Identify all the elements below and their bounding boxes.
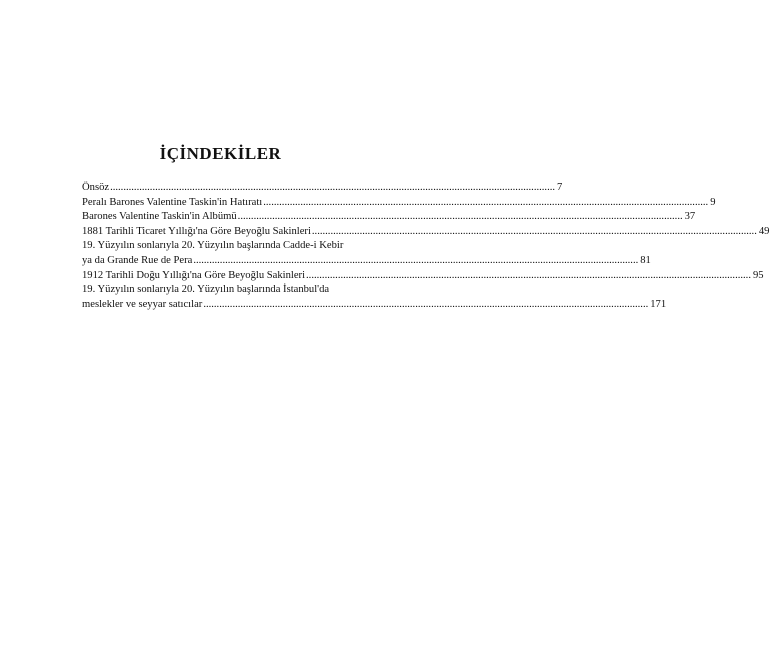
dot-leader: ........................................................................................................................................................................ — [193, 254, 639, 266]
toc-row — [82, 269, 764, 284]
toc-page-number: 7 — [557, 182, 563, 193]
toc-entry — [82, 269, 764, 284]
toc-entry — [82, 210, 696, 225]
toc-entry-title: 1881 Tarihli Ticaret Yıllığı'na Göre Beyoğlu Sakinleri — [82, 225, 311, 237]
dot-leader: ........................................................................................................................................................................ — [110, 182, 556, 193]
toc-entry-title-line: 19. Yüzyılın sonlarıyla 20. Yüzyılın başlarında İstanbul'da — [82, 284, 330, 296]
dot-leader: ........................................................................................................................................................................ — [237, 211, 683, 223]
dot-leader: ........................................................................................................................................................................ — [203, 298, 649, 310]
toc-entry — [82, 283, 667, 312]
toc-entry-title: meslekler ve seyyar satıcılar — [82, 298, 203, 310]
toc-entry-title: Barones Valentine Taskin'in Albümü — [82, 211, 237, 223]
table-of-contents — [82, 181, 769, 312]
toc-entry-title-line: 19. Yüzyılın sonlarıyla 20. Yüzyılın başlarında Cadde-i Kebir — [82, 240, 344, 252]
toc-row — [82, 225, 769, 240]
toc-page-number: 49 — [758, 225, 769, 237]
toc-page-number: 171 — [650, 298, 667, 310]
toc-page-number: 95 — [752, 269, 764, 281]
page-title: İÇİNDEKİLER — [159, 144, 282, 163]
toc-row — [82, 298, 667, 313]
toc-row — [82, 181, 563, 196]
toc-entry — [82, 196, 716, 211]
toc-entry — [82, 225, 769, 240]
toc-page-number: 9 — [710, 196, 716, 208]
toc-row — [82, 196, 716, 211]
toc-entry — [82, 181, 563, 196]
dot-leader: ........................................................................................................................................................................ — [263, 196, 709, 208]
toc-page-number: 81 — [640, 254, 651, 266]
toc-row — [82, 210, 696, 225]
dot-leader: ........................................................................................................................................................................ — [306, 269, 751, 281]
toc-entry-title: Önsöz — [82, 182, 110, 193]
toc-entry-title: ya da Grande Rue de Pera — [82, 254, 193, 266]
toc-row — [82, 254, 651, 269]
toc-entry — [82, 239, 651, 268]
toc-entry-title: 1912 Tarihli Doğu Yıllığı'na Göre Beyoğlu Sakinleri — [82, 269, 306, 281]
dot-leader: ........................................................................................................................................................................ — [311, 225, 757, 237]
toc-page-number: 37 — [684, 211, 696, 223]
toc-entry-title: Peralı Barones Valentine Taskin'in Hatıratı — [82, 196, 263, 208]
